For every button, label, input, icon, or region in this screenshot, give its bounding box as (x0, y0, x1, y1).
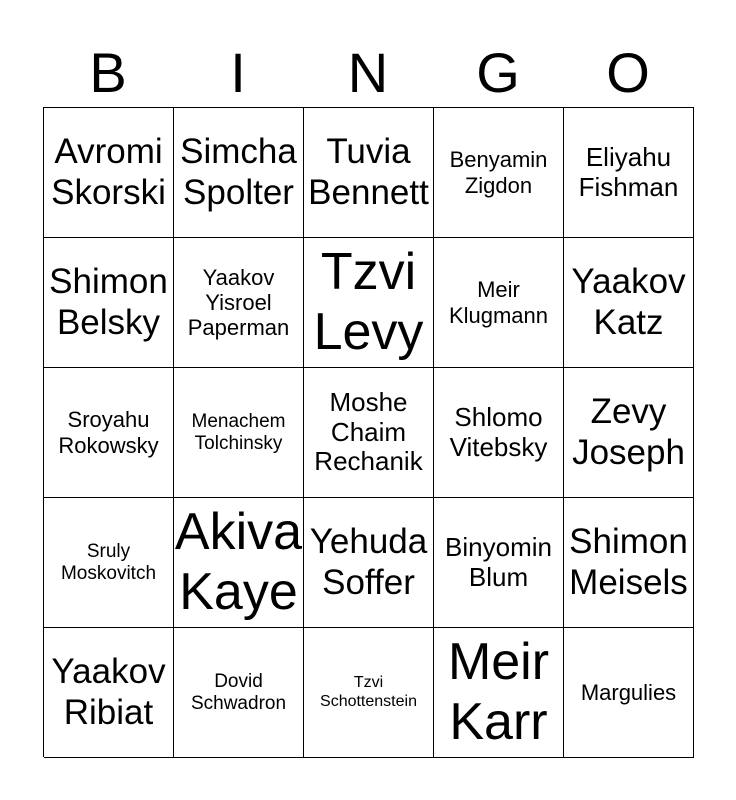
bingo-card-grid (43, 107, 694, 757)
bingo-cell-name: Yehuda Soffer (309, 522, 428, 602)
header-letter-n: N (347, 41, 389, 104)
bingo-cell[interactable] (44, 498, 174, 628)
bingo-cell[interactable] (304, 108, 434, 238)
bingo-cell[interactable] (44, 628, 174, 758)
bingo-cell-name: Simcha Spolter (180, 132, 297, 212)
bingo-cell-name: Avromi Skorski (51, 132, 166, 212)
bingo-cell[interactable] (564, 238, 694, 368)
bingo-cell[interactable] (434, 108, 564, 238)
bingo-cell-name: Zevy Joseph (572, 392, 685, 472)
bingo-cell-name: Dovid Schwadron (190, 670, 287, 714)
bingo-cell-name: Moshe Chaim Rechanik (314, 386, 423, 477)
bingo-header (43, 38, 693, 108)
bingo-cell[interactable] (174, 628, 304, 758)
bingo-cell-name: Sroyahu Rokowsky (58, 407, 159, 458)
bingo-cell-name: Shimon Belsky (49, 262, 168, 342)
bingo-cell-name: Eliyahu Fishman (578, 141, 679, 202)
bingo-cell[interactable] (564, 628, 694, 758)
bingo-cell[interactable] (174, 108, 304, 238)
bingo-cell-name: Menachem Tolchinsky (191, 410, 286, 454)
bingo-cell-name: Yaakov Katz (571, 262, 686, 342)
header-letter-o: O (606, 41, 650, 104)
bingo-cell-name: Yaakov Yisroel Paperman (187, 264, 290, 341)
bingo-cell-name: Tzvi Levy (313, 242, 424, 361)
bingo-cell[interactable] (564, 498, 694, 628)
bingo-cell[interactable] (174, 238, 304, 368)
bingo-cell[interactable] (564, 108, 694, 238)
bingo-cell[interactable] (304, 498, 434, 628)
bingo-cell[interactable] (44, 108, 174, 238)
bingo-cell[interactable] (564, 368, 694, 498)
bingo-cell[interactable] (304, 368, 434, 498)
bingo-cell[interactable] (434, 498, 564, 628)
bingo-cell-name: Sruly Moskovitch (60, 540, 157, 584)
bingo-cell[interactable] (44, 368, 174, 498)
bingo-cell-name: Meir Karr (447, 632, 550, 751)
header-letter-g: G (476, 41, 520, 104)
bingo-cell-name: Shlomo Vitebsky (449, 401, 548, 462)
bingo-cell-name: Meir Klugmann (448, 277, 549, 328)
bingo-cell[interactable] (44, 238, 174, 368)
bingo-cell[interactable] (174, 498, 304, 628)
bingo-cell-name: Akiva Kaye (174, 502, 303, 621)
bingo-cell-name: Binyomin Blum (445, 531, 552, 592)
bingo-cell[interactable] (304, 238, 434, 368)
bingo-cell-name: Yaakov Ribiat (51, 652, 166, 732)
bingo-cell-name: Benyamin Zigdon (449, 147, 548, 198)
bingo-cell[interactable] (304, 628, 434, 758)
bingo-cell[interactable] (174, 368, 304, 498)
bingo-cell-name: Shimon Meisels (569, 522, 688, 602)
bingo-cell-name: Tuvia Bennett (308, 132, 429, 212)
bingo-cell-name: Margulies (580, 679, 677, 705)
bingo-cell[interactable] (434, 368, 564, 498)
header-letter-i: I (230, 41, 246, 104)
header-letter-b: B (89, 41, 127, 104)
bingo-cell[interactable] (434, 628, 564, 758)
bingo-cell[interactable] (434, 238, 564, 368)
bingo-cell-name: Tzvi Schottenstein (320, 674, 417, 710)
